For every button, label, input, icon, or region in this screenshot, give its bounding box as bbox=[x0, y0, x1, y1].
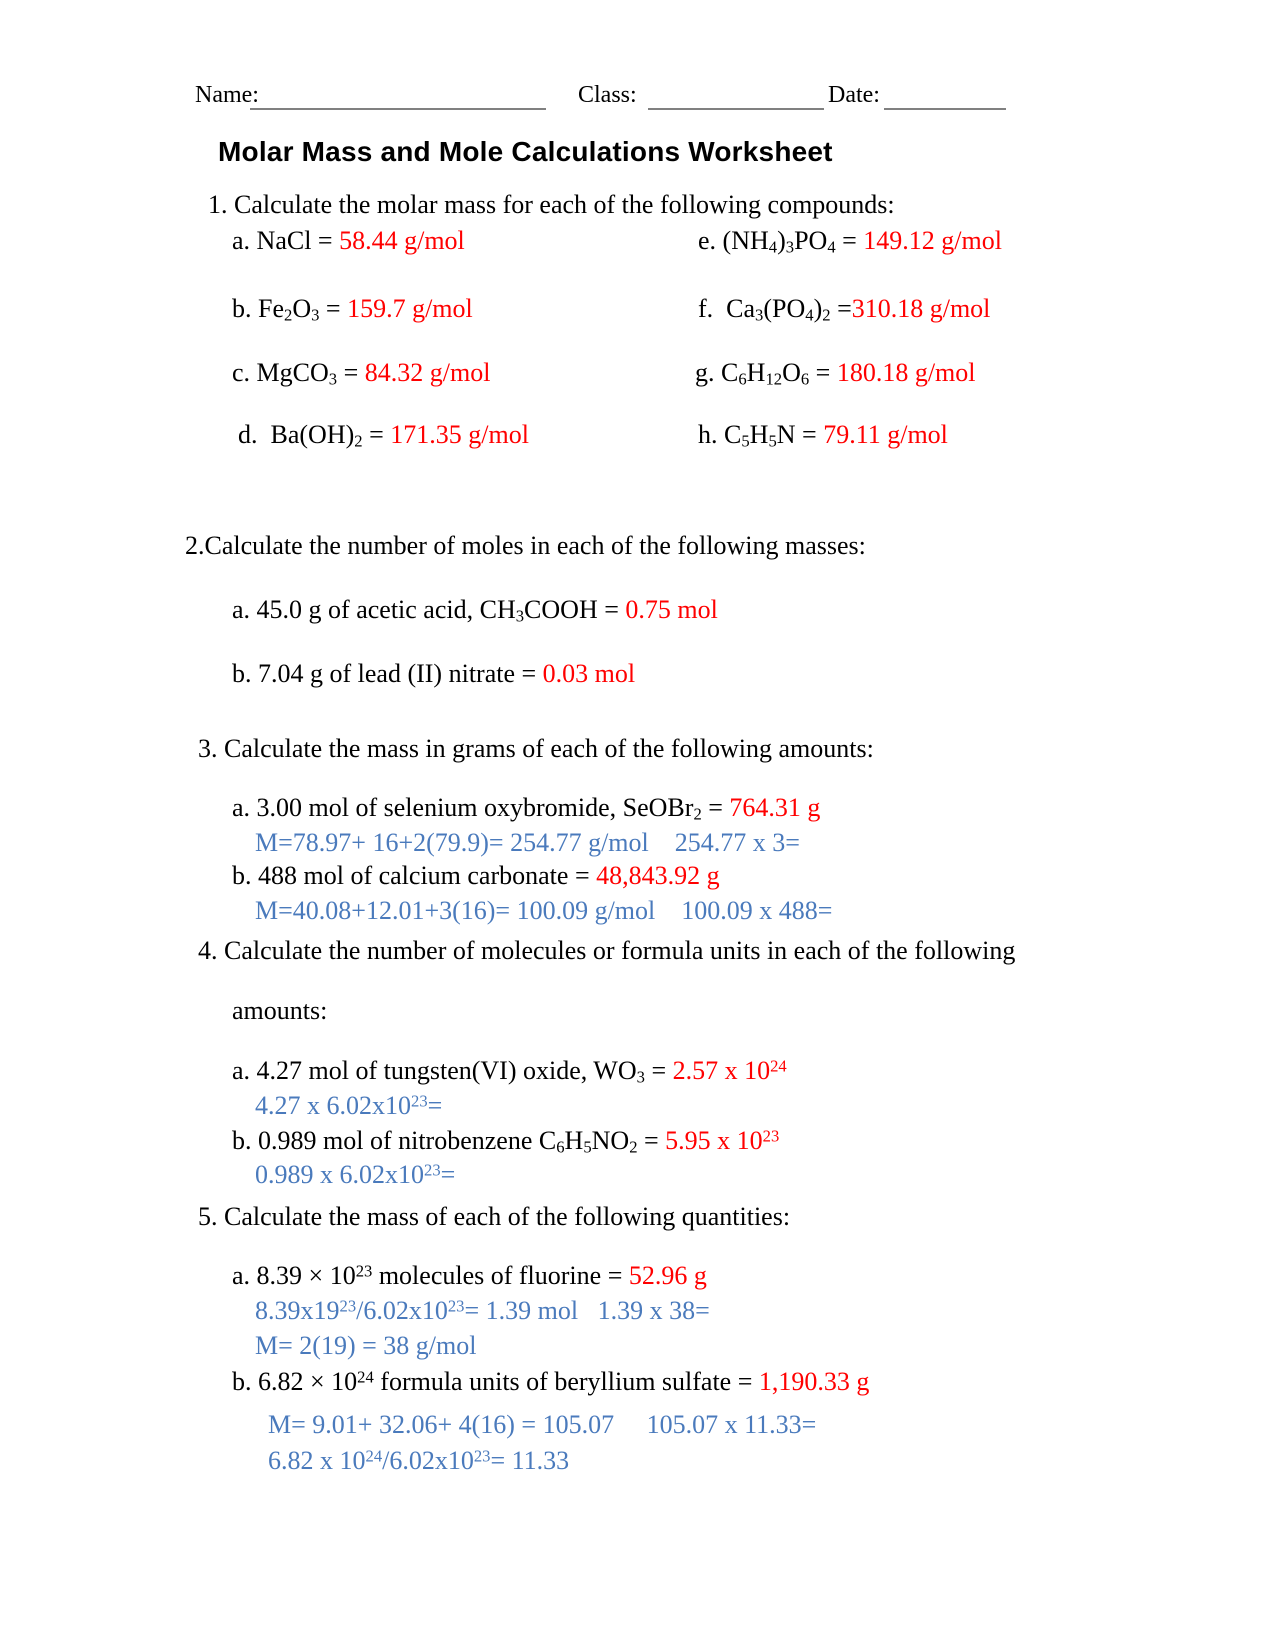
question-text: b. $6.82 \times 10^{24}$ formula units of beryllium sulfate = bbox=[232, 1367, 759, 1396]
question-text: a. 3.00 mol of selenium oxybromide, SeOBr$_2$ = bbox=[232, 793, 730, 824]
answer-text: 159.7 g/mol bbox=[347, 294, 473, 323]
q5-item-a-work-2: M= 2(19) = 38 g/mol bbox=[255, 1331, 477, 1360]
question-text: b. 488 mol of calcium carbonate = bbox=[232, 861, 597, 890]
answer-text: 2.57 x $10^{24}$ bbox=[672, 1056, 787, 1085]
answer-text: 310.18 g/mol bbox=[851, 294, 991, 323]
q5-item-b-work-1: M= 9.01+ 32.06+ 4(16) = 105.07 105.07 x 11.33= bbox=[268, 1410, 817, 1439]
q1-item-a bbox=[232, 226, 465, 256]
q5-item-a-work-1: $8.39x19^{23}/6.02x10^{23}= 1.39$ mol 1.39 x 38= bbox=[255, 1296, 710, 1325]
answer-text: 171.35 g/mol bbox=[390, 420, 529, 449]
name-blank-field[interactable] bbox=[250, 84, 546, 110]
q5-item-b bbox=[232, 1367, 869, 1397]
q3-item-a-work: M=78.97+ 16+2(79.9)= 254.77 g/mol 254.77 x 3= bbox=[255, 828, 800, 857]
question-text: a. 4.27 mol of tungsten(VI) oxide, $WO_3$ = bbox=[232, 1056, 673, 1087]
question-text: c. MgCO$_3$ = bbox=[232, 358, 365, 389]
question-text: b. 0.989 mol of nitrobenzene $C_6H_5NO_2$ = bbox=[232, 1126, 666, 1157]
answer-text: 0.03 mol bbox=[542, 659, 636, 688]
q3-item-b bbox=[232, 861, 720, 891]
q1-item-h bbox=[698, 420, 948, 450]
q1-item-e bbox=[698, 226, 1002, 256]
answer-text: 149.12 g/mol bbox=[863, 226, 1002, 255]
q4-item-a bbox=[232, 1056, 787, 1086]
question-text: a. 45.0 g of acetic acid, $CH_3COOH$ = bbox=[232, 595, 626, 626]
q1-item-f bbox=[698, 294, 990, 324]
page-title: Molar Mass and Mole Calculations Worksheet bbox=[218, 136, 833, 167]
question-text: a. $8.39 \times 10^{23}$ molecules of fluorine = bbox=[232, 1261, 629, 1290]
question-text: h. $C_5H_5N$ = bbox=[698, 420, 824, 451]
q1-item-d bbox=[238, 420, 529, 450]
q5-item-b-work-2: 6.82 x $10^{24}/6.02x10^{23}= 11.33$ bbox=[268, 1446, 570, 1475]
name-label: Name: bbox=[195, 82, 259, 108]
q5-heading: 5. Calculate the mass of each of the following quantities: bbox=[198, 1202, 791, 1231]
q5-item-a bbox=[232, 1261, 707, 1291]
answer-text: 58.44 g/mol bbox=[339, 226, 465, 255]
question-text: d. $Ba(OH)_2$ = bbox=[238, 420, 391, 451]
answer-text: 79.11 g/mol bbox=[823, 420, 948, 449]
answer-text: 764.31 g bbox=[729, 793, 821, 822]
q1-item-b bbox=[232, 294, 473, 324]
q4-item-b bbox=[232, 1126, 779, 1156]
answer-text: 52.96 g bbox=[628, 1261, 707, 1290]
q4-item-a-work: 4.27 x $6.02x10^{23}=$ bbox=[255, 1091, 443, 1120]
q1-item-g bbox=[695, 358, 976, 388]
question-text: e. $(NH_4)_3PO_4$ = bbox=[698, 226, 864, 257]
question-text: b. 7.04 g of lead (II) nitrate = bbox=[232, 659, 543, 688]
question-text: a. NaCl = bbox=[232, 226, 340, 255]
q3-heading: 3. Calculate the mass in grams of each of the following amounts: bbox=[198, 734, 874, 763]
q4-heading-line2: amounts: bbox=[232, 996, 328, 1025]
question-text: f. $Ca_3(PO_4)_2$ = bbox=[698, 294, 852, 325]
date-label: Date: bbox=[828, 82, 880, 108]
question-text: g. $C_6H_{12}O_6$ = bbox=[695, 358, 837, 389]
q2-item-b bbox=[232, 659, 635, 689]
date-blank-field[interactable] bbox=[884, 84, 1006, 110]
q4-heading-line1: 4. Calculate the number of molecules or formula units in each of the following bbox=[198, 936, 1016, 965]
answer-text: 0.75 mol bbox=[625, 595, 718, 624]
q1-heading: 1. Calculate the molar mass for each of the following compounds: bbox=[208, 190, 895, 219]
answer-text: 180.18 g/mol bbox=[836, 358, 976, 387]
question-text: b. $Fe_2O_3$ = bbox=[232, 294, 348, 325]
class-label: Class: bbox=[578, 82, 637, 108]
answer-text: 5.95 x $10^{23}$ bbox=[665, 1126, 780, 1155]
q3-item-a bbox=[232, 793, 820, 823]
q2-item-a bbox=[232, 595, 718, 625]
answer-text: 48,843.92 g bbox=[596, 861, 720, 890]
q3-item-b-work: M=40.08+12.01+3(16)= 100.09 g/mol 100.09 x 488= bbox=[255, 896, 833, 925]
q4-item-b-work: 0.989 x $6.02x10^{23}=$ bbox=[255, 1160, 456, 1189]
q2-heading: 2.Calculate the number of moles in each of the following masses: bbox=[185, 531, 866, 560]
class-blank-field[interactable] bbox=[648, 84, 824, 110]
answer-text: 1,190.33 g bbox=[758, 1367, 870, 1396]
answer-text: 84.32 g/mol bbox=[364, 358, 491, 387]
q1-item-c bbox=[232, 358, 490, 388]
